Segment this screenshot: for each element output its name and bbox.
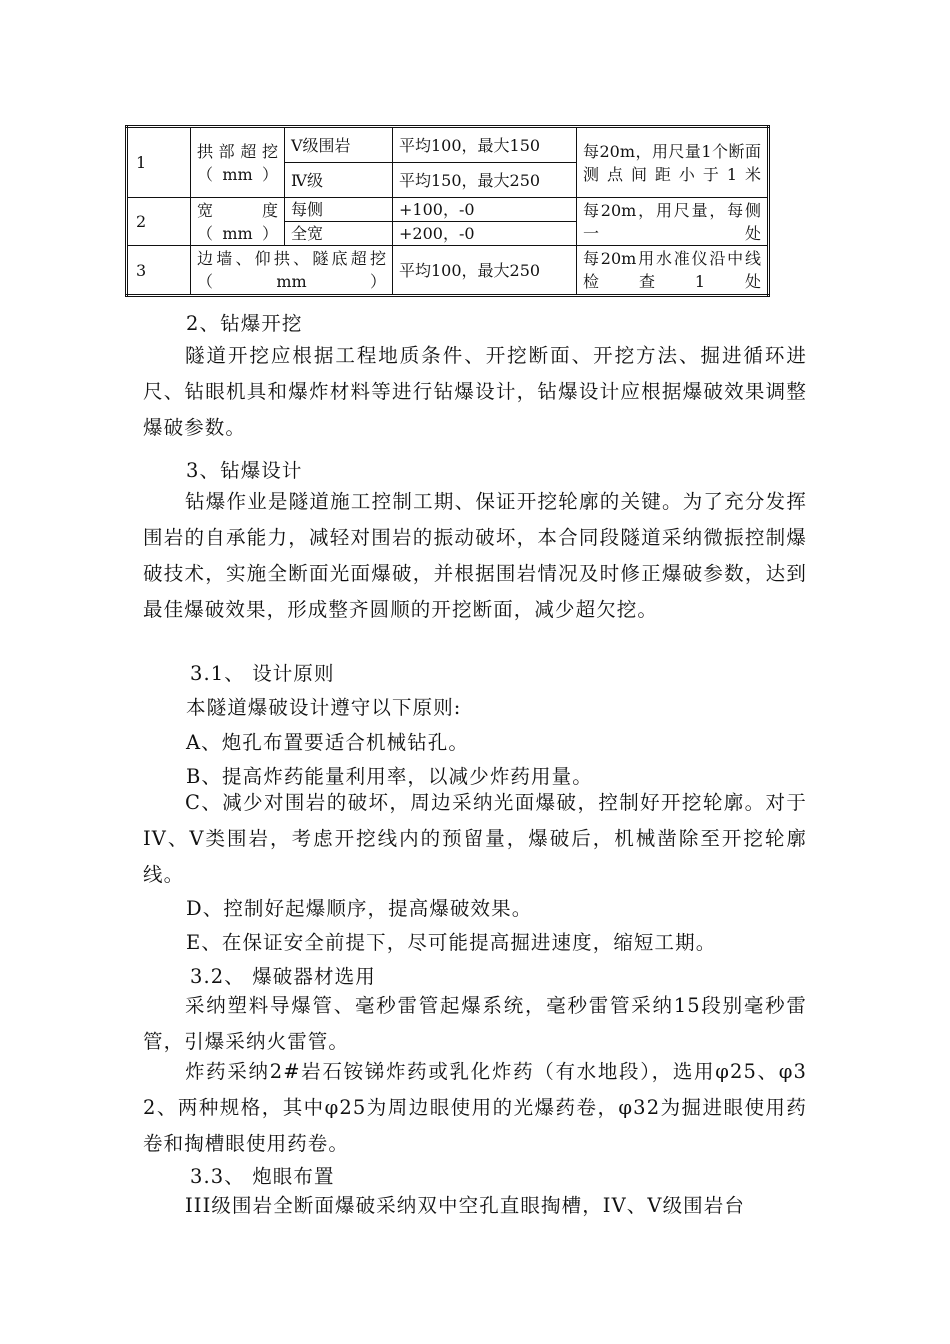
section-heading-3-2: 3.2、 爆破器材选用 [190,965,376,988]
principle-e: E、在保证安全前提下，尽可能提高掘进速度，缩短工期。 [186,931,717,954]
tolerance-table [125,125,770,297]
check-method: 每20m用水准仪沿中线检查1处 [577,246,769,296]
condition-cell: Ⅴ级围岩 [285,127,393,163]
section-heading-3-3: 3.3、 炮眼布置 [190,1165,335,1188]
value-cell: +100，-0 [393,198,577,222]
paragraph-drilling-excavation: 隧道开挖应根据工程地质条件、开挖断面、开挖方法、掘进循环进尺、钻眼机具和爆炸材料等进行钻爆设计，钻爆设计应根据爆破效果调整爆破参数。 [143,344,807,439]
row-number: 3 [127,246,191,296]
principle-d: D、控制好起爆顺序，提高爆破效果。 [186,897,533,920]
condition-cell: 每侧 [285,198,393,222]
value-cell: 平均100，最大250 [393,246,577,296]
principle-a: A、炮孔布置要适合机械钻孔。 [186,731,469,754]
table-row [127,246,769,296]
condition-cell: 全宽 [285,222,393,246]
section-heading-3-1: 3.1、 设计原则 [190,662,335,685]
section-heading-3: 3、钻爆设计 [186,459,303,482]
value-cell: 平均100，最大150 [393,127,577,163]
item-name: 宽 度（mm） [191,198,285,246]
table-row [127,127,769,163]
condition-cell: Ⅳ级 [285,163,393,198]
section-heading-2: 2、钻爆开挖 [186,312,303,335]
item-name: 边墙、仰拱、隧底超挖（mm） [191,246,393,296]
design-principles-intro: 本隧道爆破设计遵守以下原则: [186,696,462,719]
table-row [127,198,769,222]
paragraph-detonators: 采纳塑料导爆管、毫秒雷管起爆系统，毫秒雷管采纳15段别毫秒雷管，引爆采纳火雷管。 [143,994,807,1053]
value-cell: +200，-0 [393,222,577,246]
check-method: 每20m，用尺量1个断面测点间距小于1米 [577,127,769,198]
row-number: 1 [127,127,191,198]
paragraph-explosives: 炸药采纳2#岩石铵锑炸药或乳化炸药（有水地段），选用φ25、φ32、两种规格，其中φ25为周边眼使用的光爆药卷，φ32为掘进眼使用药卷和掏槽眼使用药卷。 [143,1060,807,1155]
value-cell: 平均150，最大250 [393,163,577,198]
principle-b: B、提高炸药能量利用率，以减少炸药用量。 [186,765,593,788]
check-method: 每20m，用尺量，每侧一处 [577,198,769,246]
principle-c: C、减少对围岩的破坏，周边采纳光面爆破，控制好开挖轮廓。对于IV、V类围岩，考虑开挖线内的预留量，爆破后，机械凿除至开挖轮廓线。 [143,791,807,886]
paragraph-blasting-design: 钻爆作业是隧道施工控制工期、保证开挖轮廓的关键。为了充分发挥围岩的自承能力，减轻对围岩的振动破坏，本合同段隧道采纳微振控制爆破技术，实施全断面光面爆破，并根据围岩情况及时修正爆破参数，达到最佳爆破效果，形成整齐圆顺的开挖断面，减少超欠挖。 [143,490,807,621]
paragraph-hole-layout: III级围岩全断面爆破采纳双中空孔直眼掏槽，IV、V级围岩台 [185,1194,745,1217]
item-name: 拱部超挖（mm） [191,127,285,198]
row-number: 2 [127,198,191,246]
